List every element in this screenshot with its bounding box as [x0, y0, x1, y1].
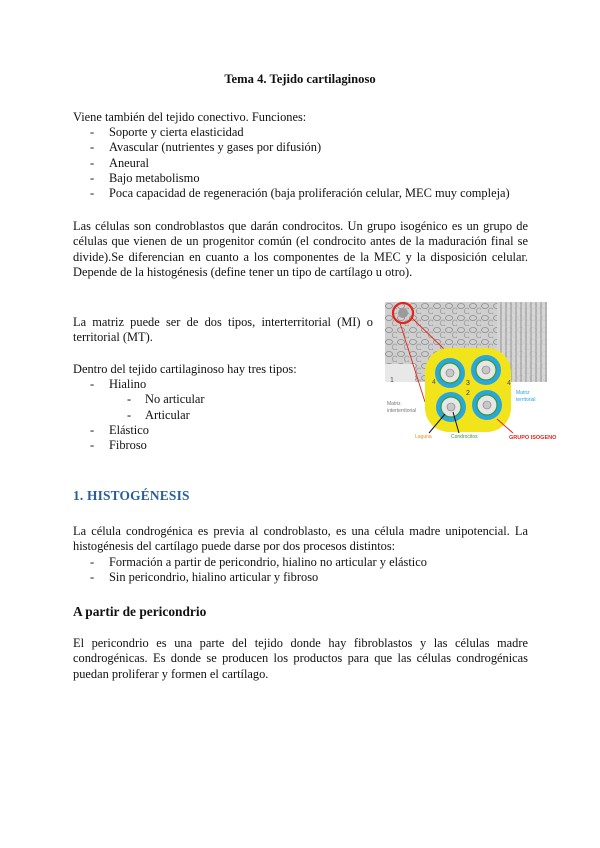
- figure-number: 1: [390, 377, 394, 384]
- figure-number: 3: [466, 380, 470, 387]
- figure-number: 2: [466, 390, 470, 397]
- list-item: - Aneural: [73, 156, 528, 171]
- isogenic-group-figure: [385, 302, 557, 445]
- list-item: - No articular: [73, 392, 373, 407]
- figure-label-matriz-territorial: Matriz: [516, 390, 530, 396]
- list-item: - Sin pericondrio, hialino articular y fibroso: [73, 570, 528, 585]
- figure-number: 4: [507, 380, 511, 387]
- list-item: - Bajo metabolismo: [73, 171, 528, 186]
- figure-label-grupo-isogeno: GRUPO ISOGENO: [509, 435, 557, 441]
- subsection-heading-pericondrio: A partir de pericondrio: [73, 604, 207, 619]
- types-intro: Dentro del tejido cartilaginoso hay tres tipos:: [73, 362, 297, 376]
- figure-label-matriz-interterritorial: Matriz: [387, 401, 401, 407]
- matrix-paragraph: La matriz puede ser de dos tipos, interterritorial (MI) o territorial (MT).: [73, 315, 373, 345]
- list-item: - Articular: [73, 408, 373, 423]
- list-item: - Hialino: [73, 377, 373, 392]
- pericondrio-paragraph: El pericondrio es una parte del tejido donde hay fibroblastos y las células madre condrogénicas. Es donde se producen los productos para que las células condrogénicas puedan proliferar y formen el cartílago.: [73, 636, 528, 681]
- lacuna: [436, 392, 466, 422]
- figure-label-condrocitos: Condrocitos: [451, 434, 478, 440]
- intro-text: Viene también del tejido conectivo. Funciones:: [73, 110, 307, 124]
- figure-number: 4: [432, 379, 436, 386]
- histogenesis-list: [73, 555, 528, 586]
- histogenesis-paragraph: La célula condrogénica es previa al condroblasto, es una célula madre unipotencial. La histogénesis del cartílago puede darse por dos procesos distintos:: [73, 524, 528, 554]
- types-list: [73, 377, 373, 453]
- lacuna: [472, 390, 502, 420]
- lacuna: [471, 355, 501, 385]
- list-item: - Elástico: [73, 423, 373, 438]
- list-item: - Fibroso: [73, 438, 373, 453]
- figure-label-laguna: Laguna: [415, 434, 432, 440]
- section-heading-histogenesis: 1. HISTOGÉNESIS: [73, 488, 190, 503]
- figure-label-matriz-interterritorial: interterritorial: [387, 408, 417, 414]
- list-item: - Soporte y cierta elasticidad: [73, 125, 528, 140]
- lacuna: [435, 358, 465, 388]
- page-title: Tema 4. Tejido cartilaginoso: [224, 72, 376, 86]
- functions-list: [73, 125, 528, 201]
- list-item: - Poca capacidad de regeneración (baja proliferación celular, MEC muy compleja): [73, 186, 528, 201]
- cells-paragraph: Las células son condroblastos que darán condrocitos. Un grupo isogénico es un grupo de células que vienen de un progenitor común (el condrocito antes de la maduración final se divide).Se diferencian en cuanto a los componentes de la MEC y la disposición celular. Depende de la histogénesis (define tener un tipo de cartílago u otro).: [73, 219, 528, 279]
- list-item: - Avascular (nutrientes y gases por difusión): [73, 140, 528, 155]
- list-item: - Formación a partir de pericondrio, hialino no articular y elástico: [73, 555, 528, 570]
- figure-label-matriz-territorial: territorial: [516, 397, 536, 403]
